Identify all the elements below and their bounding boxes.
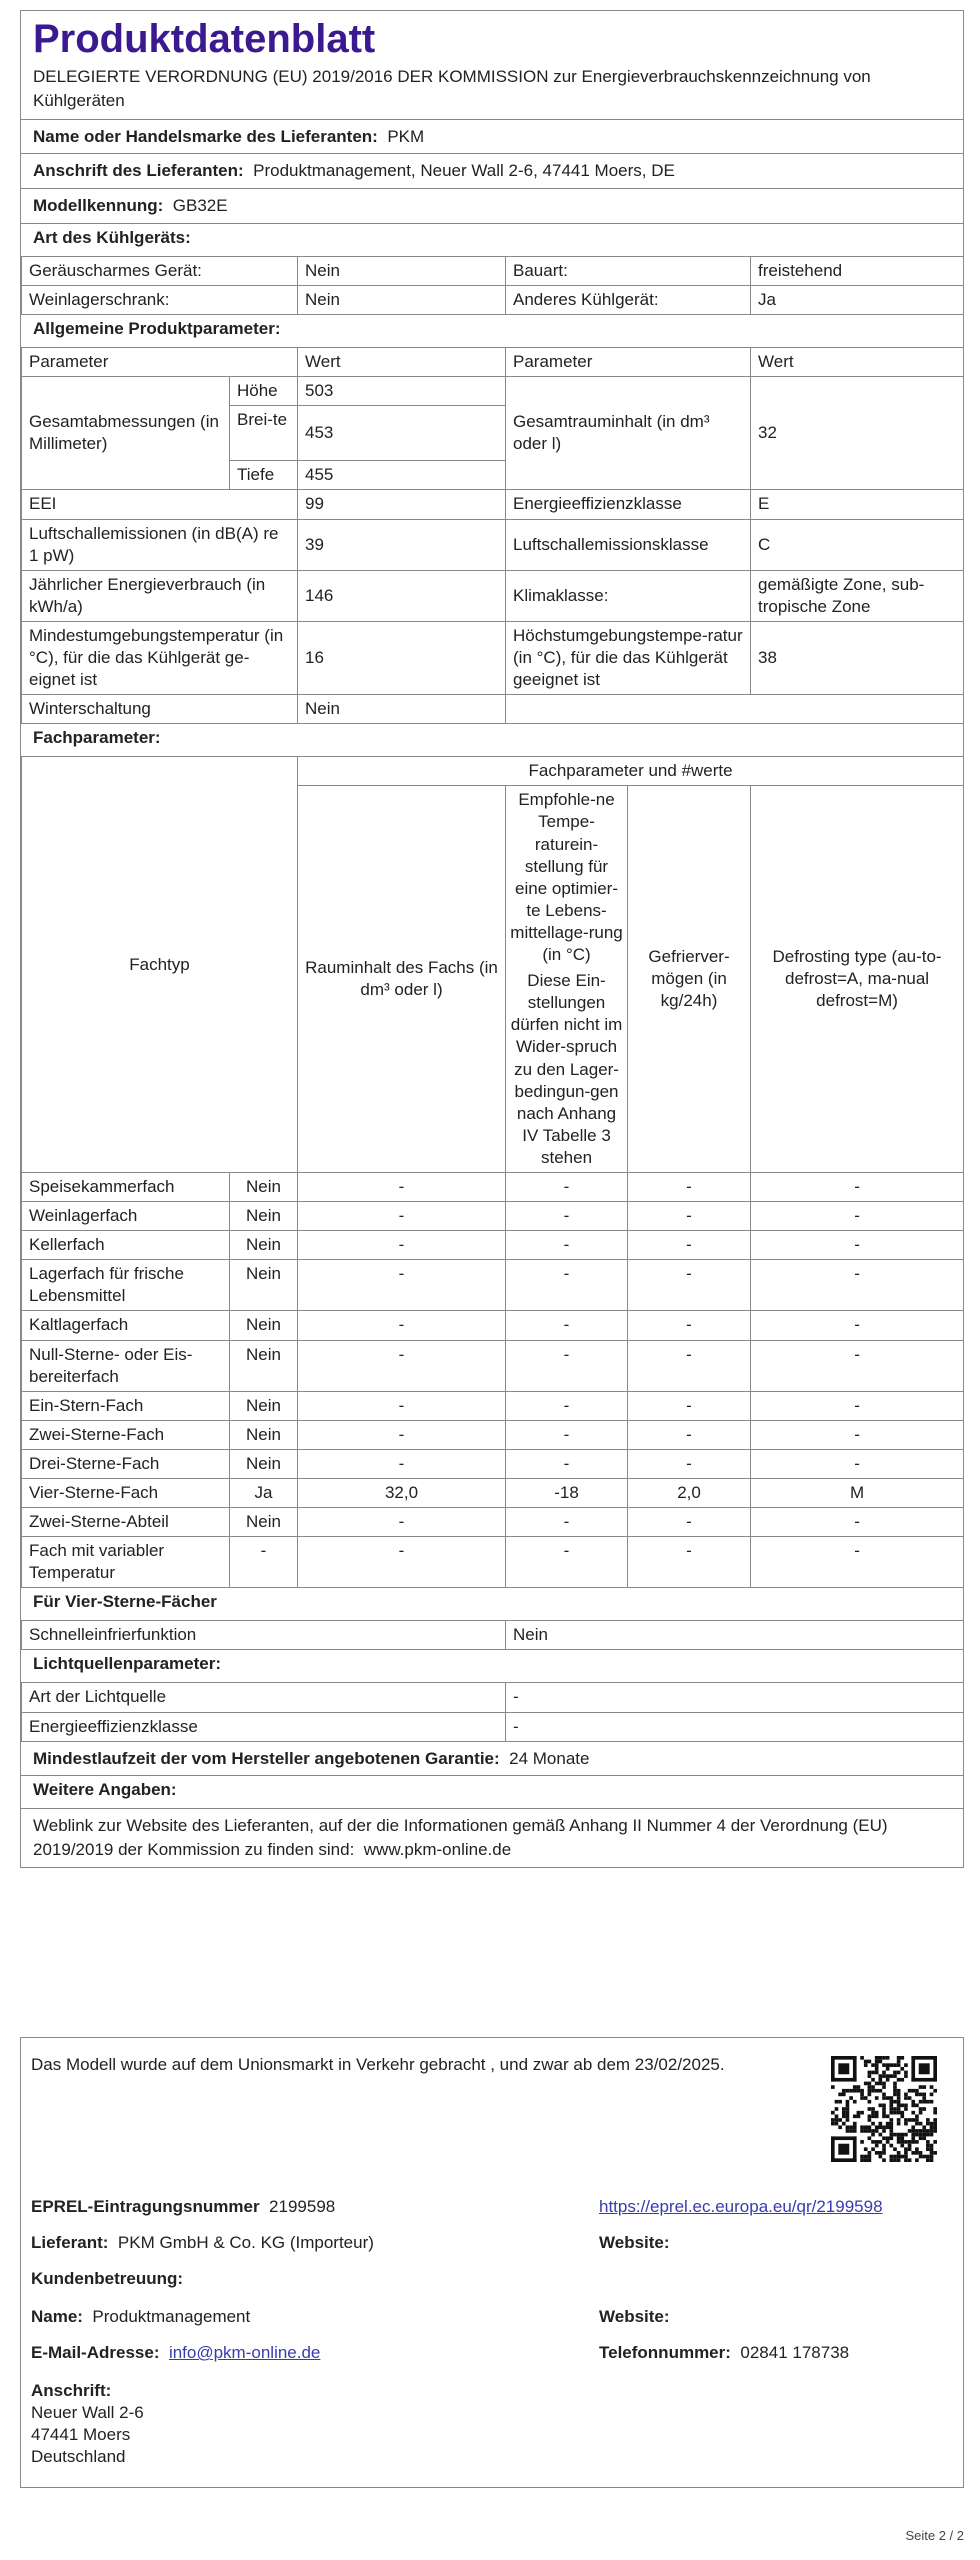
- type-row: [22, 256, 964, 285]
- model-value: GB32E: [172, 196, 228, 216]
- param-value: 38: [751, 621, 964, 694]
- general-section-heading: Allgemeine Produktparameter:: [33, 319, 281, 339]
- param-value: E: [751, 490, 964, 519]
- compartment-defrost: -: [751, 1311, 964, 1340]
- compartment-defrost: -: [751, 1172, 964, 1201]
- temperature-header: [506, 786, 628, 1173]
- volume-header: Rauminhalt des Fachs (in dm³ oder l): [298, 786, 506, 1173]
- compartment-freezing: -: [628, 1537, 751, 1588]
- supplier-row: [31, 2232, 374, 2254]
- four-star-heading: Für Vier-Sterne-Fächer: [33, 1592, 217, 1612]
- param-value: gemäßigte Zone, sub-tropische Zone: [751, 570, 964, 621]
- compartment-defrost: -: [751, 1391, 964, 1420]
- supplier-address-row: [21, 153, 963, 188]
- compartment-volume: -: [298, 1391, 506, 1420]
- compartment-freezing: -: [628, 1420, 751, 1449]
- phone-row: [599, 2342, 849, 2364]
- type-value: freistehend: [751, 256, 964, 285]
- empty-cell: [506, 695, 964, 724]
- compartment-freezing: -: [628, 1391, 751, 1420]
- param-value: 99: [298, 490, 506, 519]
- compartment-temperature: -: [506, 1391, 628, 1420]
- column-header: Parameter: [22, 348, 298, 377]
- light-label: Energieeffizienzklasse: [22, 1712, 506, 1741]
- compartment-name: Fach mit variabler Temperatur: [22, 1537, 230, 1588]
- compartment-row: [22, 1311, 964, 1340]
- compartment-temperature: -: [506, 1311, 628, 1340]
- compartment-present: Nein: [230, 1311, 298, 1340]
- compartment-present: Nein: [230, 1231, 298, 1260]
- compartment-temperature: -: [506, 1508, 628, 1537]
- depth-value: 455: [298, 461, 506, 490]
- compartment-present: Nein: [230, 1202, 298, 1231]
- qr-code[interactable]: [831, 2056, 937, 2162]
- type-value: Ja: [751, 286, 964, 315]
- address-block: [31, 2380, 144, 2468]
- phone-value: 02841 178738: [740, 2343, 850, 2362]
- light-row: [22, 1683, 964, 1712]
- compartment-present: Ja: [230, 1479, 298, 1508]
- supplier-label: Lieferant:: [31, 2233, 109, 2252]
- eprel-label: EPREL-Eintragungsnummer: [31, 2197, 260, 2216]
- compartment-rows: [22, 1172, 964, 1587]
- light-heading: Lichtquellenparameter:: [33, 1654, 221, 1674]
- model-row: [21, 188, 963, 223]
- total-volume-label: Gesamtrauminhalt (in dm³ oder l): [506, 377, 751, 490]
- compartment-freezing: -: [628, 1311, 751, 1340]
- market-text: Das Modell wurde auf dem Unionsmarkt in Verkehr gebracht , und zwar ab dem 23/02/2025.: [31, 2055, 725, 2074]
- freezing-header: Gefrierver-mögen (in kg/24h): [628, 786, 751, 1173]
- compartment-name: Ein-Stern-Fach: [22, 1391, 230, 1420]
- eprel-row: [31, 2196, 335, 2218]
- compartment-present: -: [230, 1537, 298, 1588]
- compartment-name: Vier-Sterne-Fach: [22, 1479, 230, 1508]
- compartment-temperature: -: [506, 1449, 628, 1478]
- compartment-temperature: -: [506, 1231, 628, 1260]
- warranty-row: [21, 1742, 963, 1776]
- compartment-present: Nein: [230, 1420, 298, 1449]
- light-label: Art der Lichtquelle: [22, 1683, 506, 1712]
- param-label: Energieeffizienzklasse: [506, 490, 751, 519]
- compartment-present: Nein: [230, 1260, 298, 1311]
- address-label: Anschrift:: [31, 2381, 112, 2400]
- defrost-header: Defrosting type (au-to-defrost=A, ma-nual defrost=M): [751, 786, 964, 1173]
- page-number: Seite 2 / 2: [905, 2528, 964, 2543]
- compartment-temperature: -18: [506, 1479, 628, 1508]
- supplier-value: PKM GmbH & Co. KG (Importeur): [117, 2233, 374, 2252]
- compartment-freezing: -: [628, 1508, 751, 1537]
- compartment-defrost: -: [751, 1340, 964, 1391]
- market-info-box: [20, 2037, 964, 2488]
- column-header: Wert: [751, 348, 964, 377]
- eprel-link[interactable]: https://eprel.ec.europa.eu/qr/2199598: [599, 2197, 883, 2216]
- compartment-temperature: -: [506, 1537, 628, 1588]
- winter-label: Winterschaltung: [22, 695, 298, 724]
- compartment-defrost: -: [751, 1202, 964, 1231]
- email-row: [31, 2342, 320, 2364]
- compartment-name: Zwei-Sterne-Fach: [22, 1420, 230, 1449]
- product-data-sheet: [20, 10, 964, 1868]
- type-row: [22, 286, 964, 315]
- compartment-volume: -: [298, 1340, 506, 1391]
- compartment-freezing: -: [628, 1202, 751, 1231]
- compartment-temperature: -: [506, 1420, 628, 1449]
- compartment-volume: -: [298, 1231, 506, 1260]
- compartment-volume: -: [298, 1508, 506, 1537]
- compartment-volume: 32,0: [298, 1479, 506, 1508]
- compartment-freezing: -: [628, 1340, 751, 1391]
- type-label: Geräuscharmes Gerät:: [22, 256, 298, 285]
- compartment-name: Kaltlagerfach: [22, 1311, 230, 1340]
- eprel-value: 2199598: [269, 2197, 336, 2216]
- param-label: EEI: [22, 490, 298, 519]
- type-value: Nein: [298, 286, 506, 315]
- temperature-header-text: Empfohle-ne Tempe-raturein-stellung für eine optimier-te Lebens-mittellage-rung (in °C): [510, 790, 623, 965]
- compartment-volume: -: [298, 1260, 506, 1311]
- supplier-address-value: Produktmanagement, Neuer Wall 2-6, 47441 Moers, DE: [253, 161, 675, 181]
- contact-name-label: Name:: [31, 2307, 83, 2326]
- compartment-row: [22, 1449, 964, 1478]
- address-line: 47441 Moers: [31, 2425, 131, 2445]
- compartment-row: [22, 1172, 964, 1201]
- column-header: Parameter: [506, 348, 751, 377]
- compartment-name: Lagerfach für frische Lebensmittel: [22, 1260, 230, 1311]
- compartment-freezing: -: [628, 1172, 751, 1201]
- param-row: [22, 519, 964, 570]
- param-value: C: [751, 519, 964, 570]
- width-label: Brei-te: [230, 406, 298, 461]
- compartment-row: [22, 1391, 964, 1420]
- regulation-subtitle: DELEGIERTE VERORDNUNG (EU) 2019/2016 DER KOMMISSION zur Energieverbrauchskennzeichnung von Kühlgeräten: [33, 67, 871, 110]
- compartment-volume: -: [298, 1537, 506, 1588]
- compartment-volume: -: [298, 1311, 506, 1340]
- light-value: -: [506, 1712, 964, 1741]
- param-label: Luftschallemissionsklasse: [506, 519, 751, 570]
- compartment-name: Null-Sterne- oder Eis-bereiterfach: [22, 1340, 230, 1391]
- param-label: Höchstumgebungstempe-ratur (in °C), für die das Kühlgerät geeignet ist: [506, 621, 751, 694]
- compartment-row: [22, 1479, 964, 1508]
- supplier-address-label: Anschrift des Lieferanten:: [33, 161, 244, 181]
- website-label: Website:: [599, 2233, 670, 2252]
- param-value: 39: [298, 519, 506, 570]
- compartment-freezing: -: [628, 1231, 751, 1260]
- compartment-group-row: [22, 757, 964, 786]
- general-table: [21, 347, 964, 724]
- compartment-freezing: -: [628, 1260, 751, 1311]
- compartment-defrost: -: [751, 1508, 964, 1537]
- compartment-section-heading: Fachparameter:: [33, 728, 161, 748]
- compartment-temperature: -: [506, 1340, 628, 1391]
- type-table: [21, 256, 964, 315]
- compartment-volume: -: [298, 1172, 506, 1201]
- param-value: 146: [298, 570, 506, 621]
- compartment-volume: -: [298, 1449, 506, 1478]
- compartment-volume: -: [298, 1420, 506, 1449]
- warranty-value: 24 Monate: [509, 1748, 590, 1768]
- compartment-defrost: -: [751, 1260, 964, 1311]
- compartment-freezing: 2,0: [628, 1479, 751, 1508]
- type-section-heading: Art des Kühlgeräts:: [21, 223, 963, 256]
- compartment-type-header: Fachtyp: [22, 757, 298, 1173]
- dimensions-label: Gesamtabmessungen (in Millimeter): [22, 377, 230, 490]
- compartment-present: Nein: [230, 1340, 298, 1391]
- compartment-row: [22, 1260, 964, 1311]
- supplier-name-label: Name oder Handelsmarke des Lieferanten:: [33, 126, 378, 146]
- supplier-name-row: [21, 119, 963, 154]
- compartment-defrost: M: [751, 1479, 964, 1508]
- type-value: Nein: [298, 256, 506, 285]
- compartment-present: Nein: [230, 1449, 298, 1478]
- compartment-row: [22, 1537, 964, 1588]
- address-line: Deutschland: [31, 2447, 126, 2467]
- compartment-table: [21, 756, 964, 1588]
- compartment-temperature: -: [506, 1260, 628, 1311]
- height-value: 503: [298, 377, 506, 406]
- warranty-label: Mindestlaufzeit der vom Hersteller angebotenen Garantie:: [33, 1748, 500, 1768]
- total-volume-value: 32: [751, 377, 964, 490]
- compartment-name: Drei-Sterne-Fach: [22, 1449, 230, 1478]
- compartment-defrost: -: [751, 1231, 964, 1260]
- type-label: Anderes Kühlgerät:: [506, 286, 751, 315]
- param-row: [22, 695, 964, 724]
- compartment-temperature: -: [506, 1202, 628, 1231]
- compartment-row: [22, 1420, 964, 1449]
- type-label: Bauart:: [506, 256, 751, 285]
- contact-website-label: Website:: [599, 2307, 670, 2326]
- additional-row: [21, 1808, 963, 1867]
- height-label: Höhe: [230, 377, 298, 406]
- type-label: Weinlagerschrank:: [22, 286, 298, 315]
- email-label: E-Mail-Adresse:: [31, 2343, 160, 2362]
- fast-freeze-value: Nein: [506, 1621, 964, 1650]
- param-row: [22, 570, 964, 621]
- contact-name-value: Produktmanagement: [92, 2307, 251, 2326]
- param-label: Jährlicher Energieverbrauch (in kWh/a): [22, 570, 298, 621]
- param-label: Klimaklasse:: [506, 570, 751, 621]
- column-header: Wert: [298, 348, 506, 377]
- compartment-defrost: -: [751, 1537, 964, 1588]
- supplier-name-value: PKM: [387, 126, 425, 146]
- phone-label: Telefonnummer:: [599, 2343, 731, 2362]
- contact-name-row: [31, 2306, 250, 2328]
- address-line: Neuer Wall 2-6: [31, 2403, 144, 2423]
- fast-freeze-label: Schnelleinfrierfunktion: [22, 1621, 506, 1650]
- compartment-defrost: -: [751, 1420, 964, 1449]
- compartment-present: Nein: [230, 1508, 298, 1537]
- model-label: Modellkennung:: [33, 196, 164, 216]
- compartment-volume: -: [298, 1202, 506, 1231]
- compartment-row: [22, 1231, 964, 1260]
- param-row: [22, 490, 964, 519]
- additional-text: Weblink zur Website des Lieferanten, auf der die Informationen gemäß Anhang II Nummer 4 der Verordnung (EU) 2019/2019 der Kommission zu finden sind:: [33, 1816, 888, 1860]
- light-row: [22, 1712, 964, 1741]
- light-value: -: [506, 1683, 964, 1712]
- compartment-row: [22, 1202, 964, 1231]
- four-star-row: [22, 1621, 964, 1650]
- compartment-group-header: Fachparameter und #werte: [298, 757, 964, 786]
- param-label: Mindestumgebungstemperatur (in °C), für die das Kühlgerät ge-eignet ist: [22, 621, 298, 694]
- compartment-name: Speisekammerfach: [22, 1172, 230, 1201]
- dimensions-row: [22, 377, 964, 406]
- winter-value: Nein: [298, 695, 506, 724]
- temperature-header-note: Diese Ein-stellungen dürfen nicht im Wider-spruch zu den Lager-bedingun-gen nach Anhang IV Tabelle 3 stehen: [510, 971, 623, 1167]
- general-header-row: [22, 348, 964, 377]
- compartment-name: Zwei-Sterne-Abteil: [22, 1508, 230, 1537]
- supplier-website-link[interactable]: www.pkm-online.de: [363, 1840, 512, 1860]
- compartment-present: Nein: [230, 1172, 298, 1201]
- compartment-row: [22, 1508, 964, 1537]
- compartment-name: Kellerfach: [22, 1231, 230, 1260]
- compartment-defrost: -: [751, 1449, 964, 1478]
- width-value: 453: [298, 406, 506, 461]
- param-row: [22, 621, 964, 694]
- param-label: Luftschallemissionen (in dB(A) re 1 pW): [22, 519, 298, 570]
- additional-heading: Weitere Angaben:: [21, 1775, 963, 1808]
- compartment-row: [22, 1340, 964, 1391]
- four-star-table: [21, 1620, 964, 1650]
- compartment-present: Nein: [230, 1391, 298, 1420]
- compartment-freezing: -: [628, 1449, 751, 1478]
- page-title: Produktdatenblatt: [33, 17, 376, 61]
- support-label: Kundenbetreuung:: [31, 2269, 184, 2288]
- param-value: 16: [298, 621, 506, 694]
- email-link[interactable]: info@pkm-online.de: [168, 2343, 321, 2362]
- compartment-temperature: -: [506, 1172, 628, 1201]
- depth-label: Tiefe: [230, 461, 298, 490]
- light-table: [21, 1682, 964, 1741]
- compartment-name: Weinlagerfach: [22, 1202, 230, 1231]
